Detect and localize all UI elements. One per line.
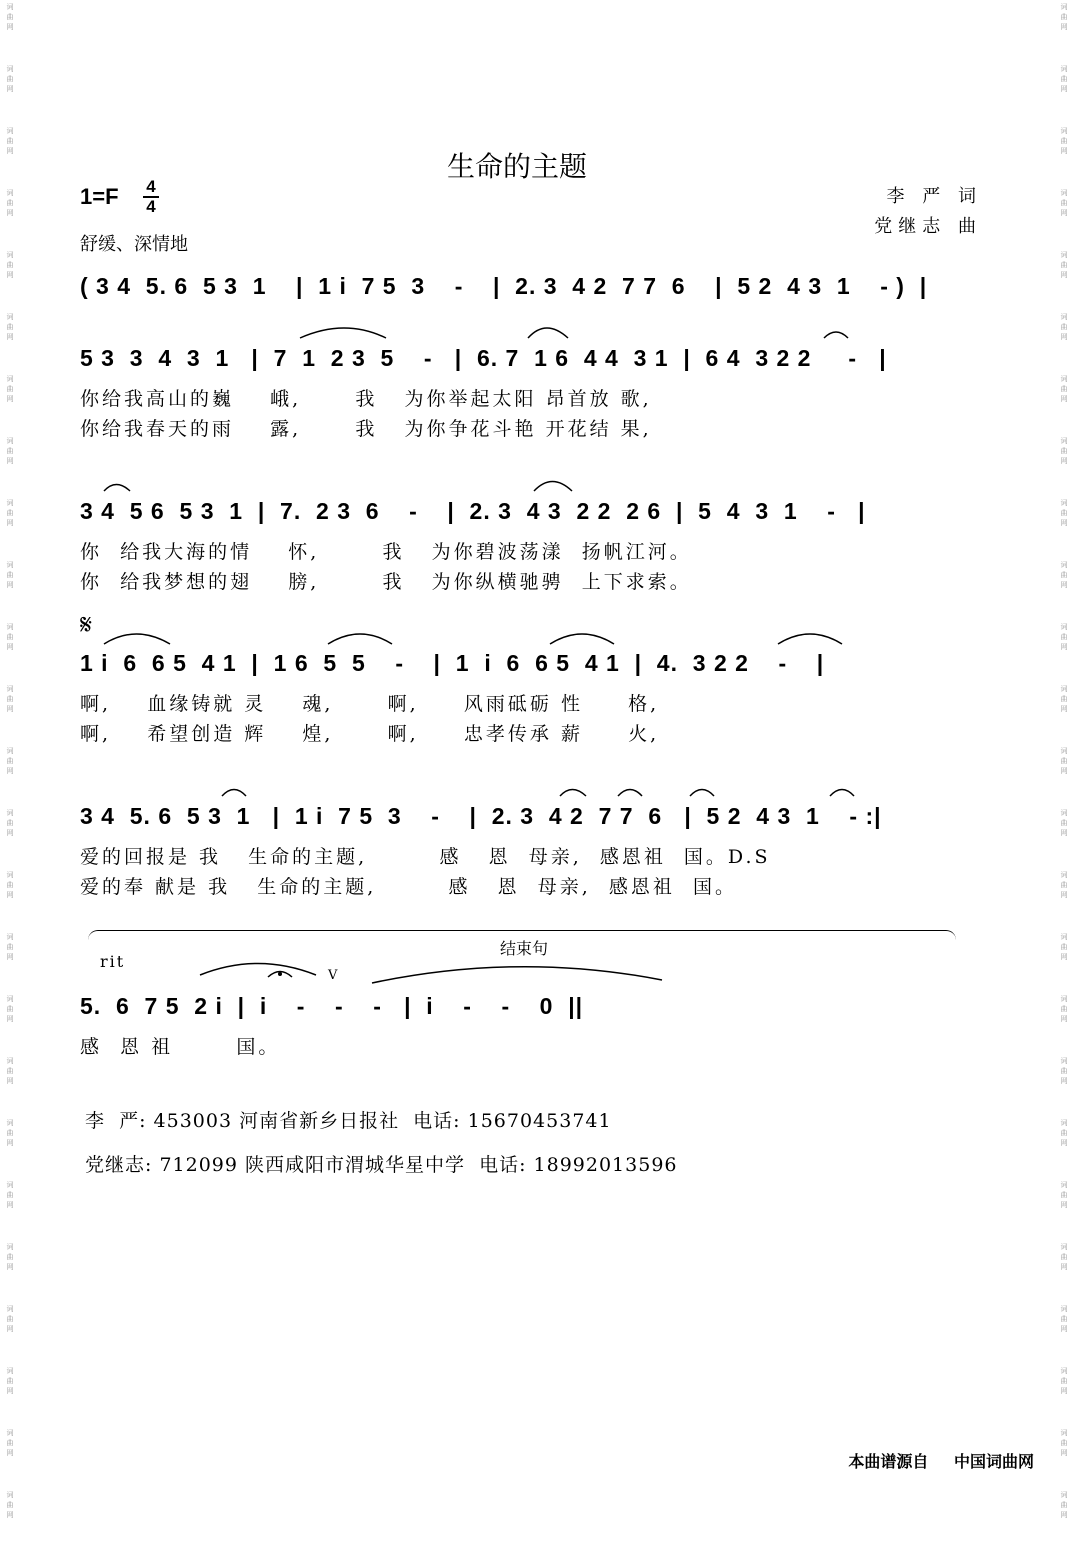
slur-arc — [104, 634, 170, 644]
slur-arc — [372, 967, 662, 983]
slur-arc — [830, 790, 854, 797]
ending-label: 结束句 — [500, 939, 549, 958]
watermark-text: 词 曲 网 — [6, 685, 14, 713]
breath-mark: V — [328, 968, 338, 983]
footer-source — [848, 1449, 1034, 1472]
watermark-text: 词 曲 网 — [6, 251, 14, 279]
watermark-text: 词 曲 网 — [6, 1491, 14, 1519]
slur-arc — [560, 790, 586, 797]
contact-lyricist: 李 严: 453003 河南省新乡日报社 电话: 15670453741 — [85, 1110, 612, 1132]
slur-arc — [534, 482, 572, 492]
lyric-line: 感 恩 祖 国。 — [80, 1036, 281, 1058]
time-signature-top: 4 — [146, 177, 156, 196]
watermark-text: 词 曲 网 — [1060, 437, 1068, 465]
slur-arc — [528, 328, 568, 338]
watermark-text: 词 曲 网 — [1060, 933, 1068, 961]
slur-arc — [690, 790, 714, 797]
watermark-text: 词 曲 网 — [6, 127, 14, 155]
watermark-text: 词 曲 网 — [1060, 747, 1068, 775]
contact-composer: 党继志: 712099 陕西咸阳市渭城华星中学 电话: 18992013596 — [85, 1154, 678, 1176]
watermark-text: 词 曲 网 — [1060, 685, 1068, 713]
watermark-text: 词 曲 网 — [1060, 623, 1068, 651]
watermark-text: 词 曲 网 — [6, 499, 14, 527]
watermark-text: 词 曲 网 — [1060, 1367, 1068, 1395]
slur-arc — [328, 634, 392, 644]
lyric-verse-1: 你给我高山的巍 峨, 我 为你举起太阳 昂首放 歌, — [80, 388, 652, 410]
lyric-verse-1: 爱的回报是 我 生命的主题, 感 恩 母亲, 感恩祖 国。D.S — [80, 846, 771, 868]
watermark-text: 词 曲 网 — [6, 1119, 14, 1147]
slur-arc — [618, 790, 642, 797]
watermark-text: 词 曲 网 — [1060, 3, 1068, 31]
watermark-text: 词 曲 网 — [1060, 1491, 1068, 1519]
watermark-text: 词 曲 网 — [1060, 1429, 1068, 1457]
slur-arc — [550, 634, 614, 644]
slur-arc — [824, 332, 848, 338]
lyric-verse-1: 你 给我大海的情 怀, 我 为你碧波荡漾 扬帆江河。 — [80, 541, 692, 563]
watermark-text: 词 曲 网 — [6, 437, 14, 465]
fermata-dot — [278, 972, 282, 976]
watermark-text: 词 曲 网 — [6, 1181, 14, 1209]
watermark-text: 词 曲 网 — [6, 3, 14, 31]
watermark-text: 词 曲 网 — [1060, 1243, 1068, 1271]
segno-sign: 𝄋 — [80, 608, 93, 641]
watermark-text: 词 曲 网 — [6, 1057, 14, 1085]
watermark-text: 词 曲 网 — [6, 623, 14, 651]
composer-credit: 党继志 曲 — [874, 216, 982, 237]
lyric-verse-2: 啊, 希望创造 辉 煌, 啊, 忠孝传承 薪 火, — [80, 723, 660, 745]
watermark-text: 词 曲 网 — [6, 189, 14, 217]
watermark-text: 词 曲 网 — [1060, 189, 1068, 217]
time-signature-bottom: 4 — [146, 197, 156, 216]
watermark-text: 词 曲 网 — [1060, 871, 1068, 899]
watermark-text: 词 曲 网 — [6, 995, 14, 1023]
song-title: 生命的主题 — [446, 150, 587, 183]
watermark-text: 词 曲 网 — [6, 1305, 14, 1333]
notation-line: 1 i 6 6 5 4 1 | 1 6 5 5 - | 1 i 6 6 5 4 1 | 4. 3 2 2 - | — [80, 650, 825, 676]
watermark-text: 词 曲 网 — [6, 933, 14, 961]
rit-marking: rit — [100, 952, 126, 971]
watermark-text: 词 曲 网 — [1060, 251, 1068, 279]
tempo-marking: 舒缓、深情地 — [80, 234, 188, 255]
watermark-text: 词 曲 网 — [1060, 313, 1068, 341]
lyricist-credit: 李 严 词 — [886, 186, 982, 207]
watermark-text: 词 曲 网 — [1060, 127, 1068, 155]
footer-site-name: 中国词曲网 — [953, 1452, 1034, 1471]
lyric-verse-1: 啊, 血缘铸就 灵 魂, 啊, 风雨砥砺 性 格, — [80, 693, 660, 715]
key-signature: 1=F — [80, 184, 119, 209]
watermark-text: 词 曲 网 — [6, 313, 14, 341]
watermark-text: 词 曲 网 — [1060, 65, 1068, 93]
watermark-text: 词 曲 网 — [6, 871, 14, 899]
watermark-text: 词 曲 网 — [1060, 1305, 1068, 1333]
slur-arc — [300, 328, 386, 338]
watermark-text: 词 曲 网 — [6, 1367, 14, 1395]
slur-arc — [104, 485, 130, 492]
slur-arc — [200, 964, 316, 976]
watermark-text: 词 曲 网 — [1060, 499, 1068, 527]
watermark-text: 词 曲 网 — [1060, 995, 1068, 1023]
lyric-verse-2: 你给我春天的雨 露, 我 为你争花斗艳 开花结 果, — [80, 418, 652, 440]
notation-line: 5. 6 7 5 2 i | i - - - | i - - 0 || — [80, 993, 584, 1019]
footer-source-label: 本曲谱源自 — [848, 1452, 929, 1471]
watermark-text: 词 曲 网 — [1060, 375, 1068, 403]
lyric-verse-2: 你 给我梦想的翅 膀, 我 为你纵横驰骋 上下求索。 — [80, 571, 692, 593]
watermark-text: 词 曲 网 — [1060, 1119, 1068, 1147]
watermark-text: 词 曲 网 — [6, 747, 14, 775]
watermark-text: 词 曲 网 — [1060, 1181, 1068, 1209]
watermark-text: 词 曲 网 — [6, 561, 14, 589]
watermark-text: 词 曲 网 — [6, 809, 14, 837]
watermark-text: 词 曲 网 — [6, 375, 14, 403]
notation-line: 5 3 3 4 3 1 | 7 1 2 3 5 - | 6. 7 1 6 4 4 3 1 | 6 4 3 2 2 - | — [80, 345, 887, 371]
notation-line: ( 3 4 5. 6 5 3 1 | 1 i 7 5 3 - | 2. 3 4 2 7 7 6 | 5 2 4 3 1 - ) | — [80, 273, 928, 299]
watermark-text: 词 曲 网 — [1060, 561, 1068, 589]
lyric-verse-2: 爱的奉 献是 我 生命的主题, 感 恩 母亲, 感恩祖 国。 — [80, 876, 737, 898]
watermark-text: 词 曲 网 — [6, 1429, 14, 1457]
slur-arc — [778, 634, 842, 644]
notation-line: 3 4 5. 6 5 3 1 | 1 i 7 5 3 - | 2. 3 4 2 7 7 6 | 5 2 4 3 1 - :| — [80, 803, 882, 829]
watermark-text: 词 曲 网 — [6, 65, 14, 93]
notation-line: 3 4 5 6 5 3 1 | 7. 2 3 6 - | 2. 3 4 3 2 2 2 6 | 5 4 3 1 - | — [80, 498, 866, 524]
slur-arc — [222, 790, 246, 797]
watermark-text: 词 曲 网 — [6, 1243, 14, 1271]
watermark-text: 词 曲 网 — [1060, 1057, 1068, 1085]
watermark-text: 词 曲 网 — [1060, 809, 1068, 837]
